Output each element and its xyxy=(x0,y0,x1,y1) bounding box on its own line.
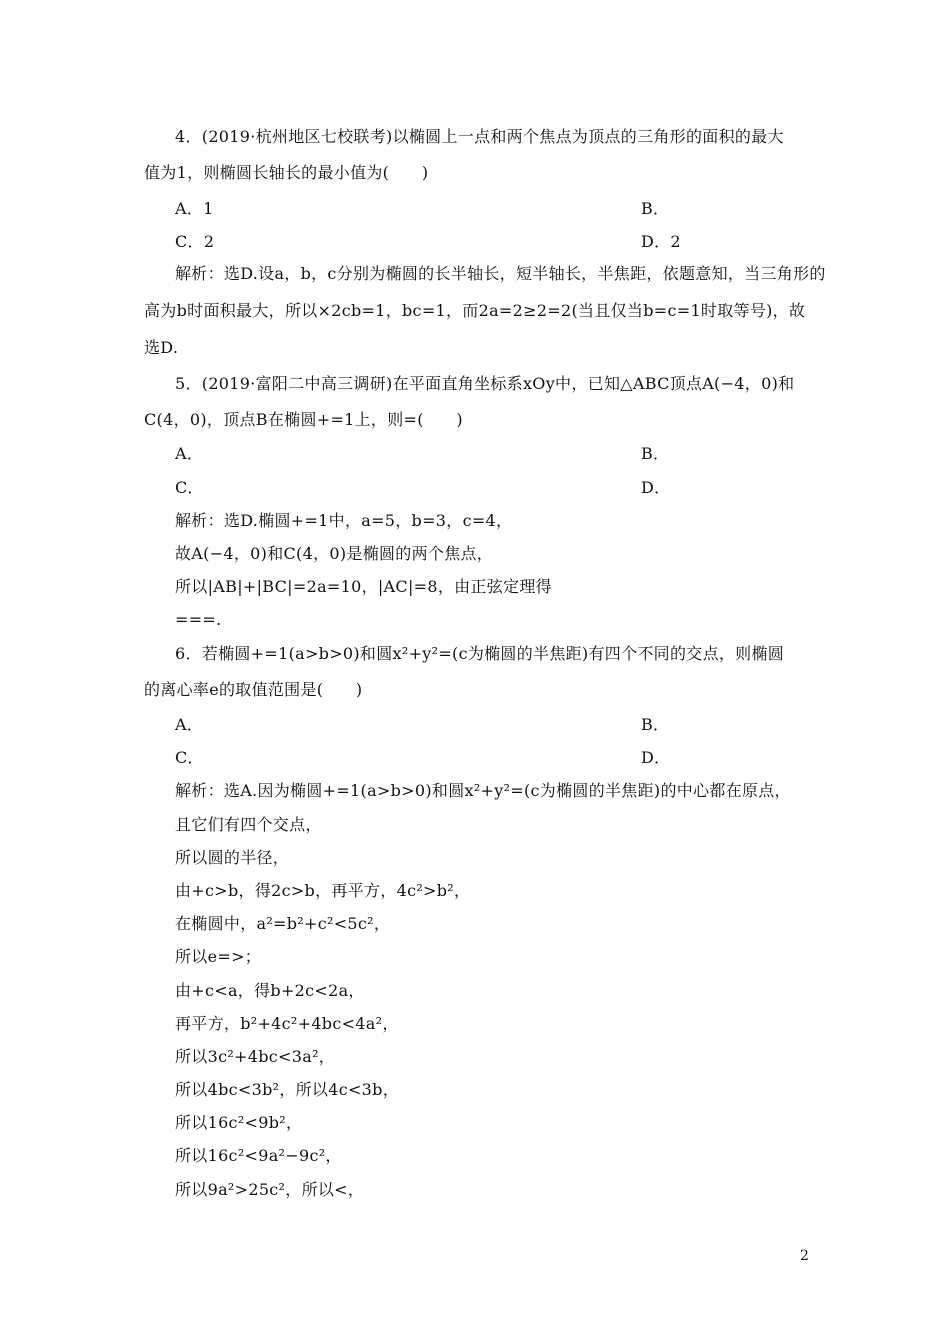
q5-stem-line2: C(4，0)，顶点B在椭圆+=1上，则=( ) xyxy=(144,410,463,429)
q6-solution-line3: 所以圆的半径， xyxy=(175,848,290,867)
q6-solution-line13: 所以9a²>25c²，所以<， xyxy=(175,1180,365,1199)
q6-option-d: D． xyxy=(641,748,671,767)
q4-option-b: B． xyxy=(641,199,670,218)
q5-solution-line3: 所以|AB|+|BC|=2a=10，|AC|=8，由正弦定理得 xyxy=(175,577,552,596)
q6-solution-line2: 且它们有四个交点， xyxy=(175,815,322,834)
q6-solution-line10: 所以4bc<3b²，所以4c<3b， xyxy=(175,1080,399,1099)
q5-option-b: B． xyxy=(641,444,670,463)
q5-stem-line1: 5．(2019·富阳二中高三调研)在平面直角坐标系xOy中，已知△ABC顶点A(−4，0)和 xyxy=(175,374,795,393)
q4-solution-line3: 选D. xyxy=(144,338,179,357)
q5-option-a: A． xyxy=(175,444,204,463)
q6-option-a: A． xyxy=(175,715,204,734)
q6-solution-line7: 由+c<a，得b+2c<2a， xyxy=(175,981,365,1000)
q4-solution-line2: 高为b时面积最大，所以×2cb=1，bc=1，而2a=2≥2=2(当且仅当b=c=1时取等号)，故 xyxy=(144,301,806,320)
q5-solution-line2: 故A(−4，0)和C(4，0)是椭圆的两个焦点， xyxy=(175,544,494,563)
q5-solution-line4: ===. xyxy=(175,610,222,629)
q6-option-c: C． xyxy=(175,748,204,767)
page-number: 2 xyxy=(800,1248,809,1264)
q4-stem-line2: 值为1，则椭圆长轴长的最小值为( ) xyxy=(144,163,429,182)
q6-stem-line2: 的离心率e的取值范围是( ) xyxy=(144,680,363,699)
q4-option-c: C．2 xyxy=(175,232,215,251)
q6-solution-line11: 所以16c²<9b²， xyxy=(175,1113,303,1132)
q6-stem-line1: 6．若椭圆+=1(a>b>0)和圆x²+y²=(c为椭圆的半焦距)有四个不同的交点，则椭圆 xyxy=(175,644,785,663)
q6-solution-line5: 在椭圆中，a²=b²+c²<5c²， xyxy=(175,914,391,933)
q5-option-d: D． xyxy=(641,478,671,497)
q6-option-b: B． xyxy=(641,715,670,734)
q4-option-a: A．1 xyxy=(175,199,214,218)
q6-solution-line8: 再平方，b²+4c²+4bc<4a²， xyxy=(175,1014,399,1033)
q6-solution-line12: 所以16c²<9a²−9c²， xyxy=(175,1146,342,1165)
q6-solution-line4: 由+c>b，得2c>b，再平方，4c²>b²， xyxy=(175,881,471,900)
q4-solution-line1: 解析：选D.设a，b，c分别为椭圆的长半轴长，短半轴长，半焦距，依题意知，当三角形的 xyxy=(175,264,826,283)
q6-solution-line9: 所以3c²+4bc<3a²， xyxy=(175,1047,336,1066)
q5-option-c: C． xyxy=(175,478,204,497)
q4-stem-line1: 4．(2019·杭州地区七校联考)以椭圆上一点和两个焦点为顶点的三角形的面积的最大 xyxy=(175,127,784,146)
q6-solution-line6: 所以e=>； xyxy=(175,947,262,966)
q5-solution-line1: 解析：选D.椭圆+=1中，a=5，b=3，c=4， xyxy=(175,511,513,530)
q6-solution-line1: 解析：选A.因为椭圆+=1(a>b>0)和圆x²+y²=(c为椭圆的半焦距)的中心都在原点， xyxy=(175,781,791,800)
q4-option-d: D．2 xyxy=(641,232,681,251)
